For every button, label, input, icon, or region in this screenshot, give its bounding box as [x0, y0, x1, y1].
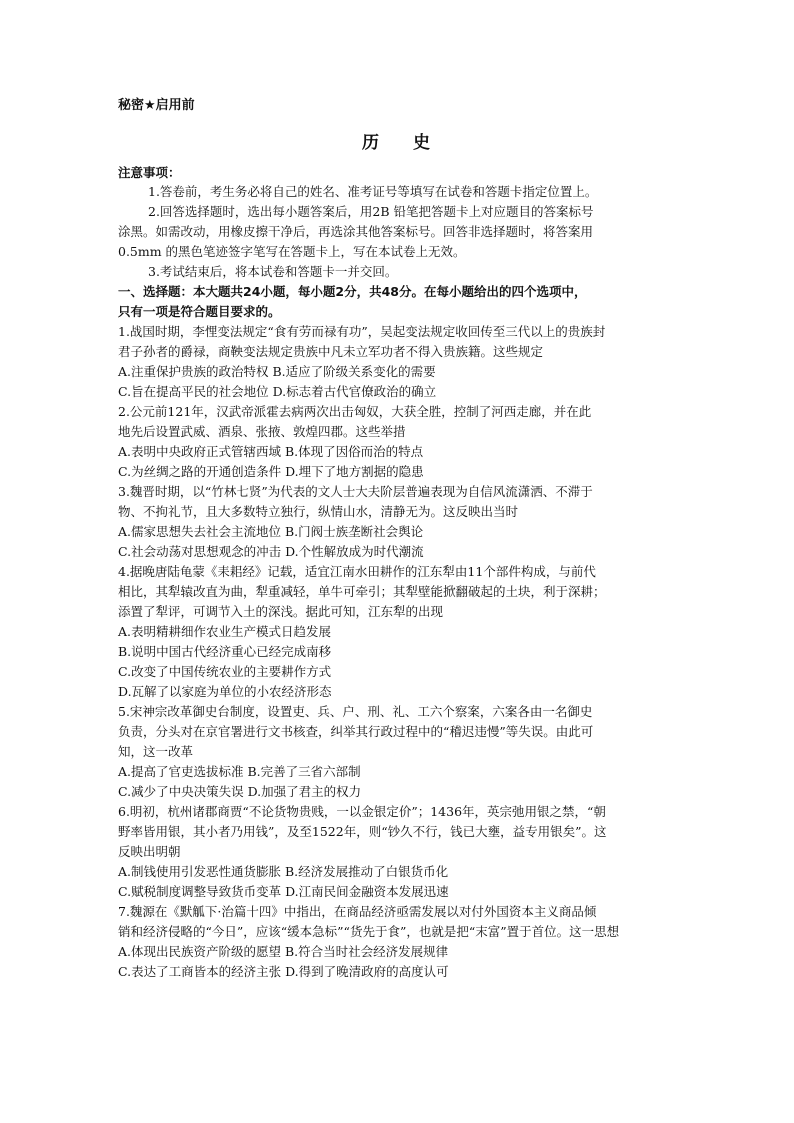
- option-line: A.表明中央政府正式管辖西域 B.体现了因俗而治的特点: [118, 444, 424, 459]
- option-line: A.制钱使用引发恶性通货膨胀 B.经济发展推动了白银货币化: [118, 864, 449, 879]
- option-line: A.表明精耕细作农业生产模式日趋发展: [118, 624, 332, 639]
- option-line: B.说明中国古代经济重心已经完成南移: [118, 644, 332, 659]
- question-stem: 相比，其犁辕改直为曲，犁重减轻，单牛可牵引；其犁壁能掀翻破起的土块，利于深耕；: [118, 584, 606, 599]
- option-line: C.改变了中国传统农业的主要耕作方式: [118, 664, 332, 679]
- question-stem: 物、不拘礼节，且大多数特立独行，纵情山水，清静无为。这反映出当时: [118, 504, 519, 519]
- question-stem: 野率皆用银，其小者乃用钱”，及至1522年，则“钞久不行，钱已大壅，益专用银矣”。这: [118, 824, 607, 839]
- question-stem: 6.明初，杭州诸郡商贾“不论货物贵贱，一以金银定价”；1436年，英宗弛用银之禁，“朝: [118, 804, 606, 819]
- question-stem: 反映出明朝: [118, 844, 181, 859]
- question-stem: 知，这一改革: [118, 744, 194, 759]
- option-line: A.体现出民族资产阶级的愿望 B.符合当时社会经济发展规律: [118, 944, 449, 959]
- question-stem: 4.据晚唐陆龟蒙《耒耜经》记载，适宜江南水田耕作的江东犁由11个部件构成，与前代: [118, 564, 596, 579]
- option-line: C.社会动荡对思想观念的冲击 D.个性解放成为时代潮流: [118, 544, 424, 559]
- question-6: [118, 802, 688, 902]
- question-1: [118, 322, 688, 402]
- question-3: [118, 482, 688, 562]
- question-stem: 1.战国时期，李悝变法规定“食有劳而禄有功”，吴起变法规定收回传至三代以上的贵族封: [118, 324, 606, 339]
- option-line: A.提高了官吏选拔标准 B.完善了三省六部制: [118, 764, 361, 779]
- question-stem: 3.魏晋时期，以“竹林七贤”为代表的文人士大夫阶层普遍表现为自信风流潇洒、不滞于: [118, 484, 593, 499]
- question-stem: 君子孙者的爵禄，商鞅变法规定贵族中凡未立军功者不得入贵族籍。这些规定: [118, 344, 544, 359]
- option-line: D.瓦解了以家庭为单位的小农经济形态: [118, 684, 332, 699]
- question-stem: 添置了犁评，可调节入土的深浅。据此可知，江东犁的出现: [118, 604, 444, 619]
- question-4: [118, 562, 688, 702]
- question-2: [118, 402, 688, 482]
- question-stem: 2.公元前121年，汉武帝派霍去病两次出击匈奴，大获全胜，控制了河西走廊，并在此: [118, 404, 592, 419]
- secret-label: 秘密★启用前: [118, 98, 195, 113]
- option-line: A.注重保护贵族的政治特权 B.适应了阶级关系变化的需要: [118, 364, 436, 379]
- option-line: C.旨在提高平民的社会地位 D.标志着古代官僚政治的确立: [118, 384, 437, 399]
- notice-item-2-line-1: 2.回答选择题时，选出每小题答案后，用2B 铅笔把答题卡上对应题目的答案标号: [148, 204, 594, 219]
- option-line: C.减少了中央决策失误 D.加强了君主的权力: [118, 784, 362, 799]
- question-stem: 销和经济侵略的“今日”，应该“缓本急标”“货先于食”，也就是把“末富”置于首位。这一思想: [118, 924, 620, 939]
- question-stem: 地先后设置武威、酒泉、张掖、敦煌四郡。这些举措: [118, 424, 406, 439]
- notice-item-3: 3.考试结束后，将本试卷和答题卡一并交回。: [148, 264, 398, 279]
- question-stem: 5.宋神宗改革御史台制度，设置吏、兵、户、刑、礼、工六个察案，六案各由一名御史: [118, 704, 593, 719]
- notice-item-2-line-3: 0.5mm 的黑色笔迹签字笔写在答题卡上，写在本试卷上无效。: [118, 244, 466, 259]
- question-stem: 7.魏源在《默觚下·治篇十四》中指出，在商品经济亟需发展以对付外国资本主义商品倾: [118, 904, 597, 919]
- question-5: [118, 702, 688, 802]
- question-stem: 负责，分头对在京官署进行文书核查，纠举其行政过程中的“稽迟违慢”等失误。由此可: [118, 724, 594, 739]
- option-line: C.为丝绸之路的开通创造条件 D.埋下了地方割据的隐患: [118, 464, 424, 479]
- notice-item-1: 1.答卷前，考生务必将自己的姓名、准考证号等填写在试卷和答题卡指定位置上。: [148, 184, 598, 199]
- option-line: C.赋税制度调整导致货币变革 D.江南民间金融资本发展迅速: [118, 884, 449, 899]
- notice-heading: 注意事项：: [118, 165, 181, 180]
- page-title: 历 史: [362, 133, 444, 153]
- exam-page: [118, 96, 688, 982]
- option-line: C.表达了工商皆本的经济主张 D.得到了晚清政府的高度认可: [118, 964, 449, 979]
- section-heading-line-2: 只有一项是符合题目要求的。: [118, 304, 281, 319]
- question-7: [118, 902, 688, 982]
- notice-list: [118, 182, 688, 282]
- notice-item-2-line-2: 涂黑。如需改动，用橡皮擦干净后，再选涂其他答案标号。回答非选择题时，将答案用: [118, 224, 594, 239]
- section-heading-line-1: 一、选择题：本大题共24小题，每小题2分，共48分。在每小题给出的四个选项中，: [118, 284, 587, 299]
- option-line: A.儒家思想失去社会主流地位 B.门阀士族垄断社会舆论: [118, 524, 424, 539]
